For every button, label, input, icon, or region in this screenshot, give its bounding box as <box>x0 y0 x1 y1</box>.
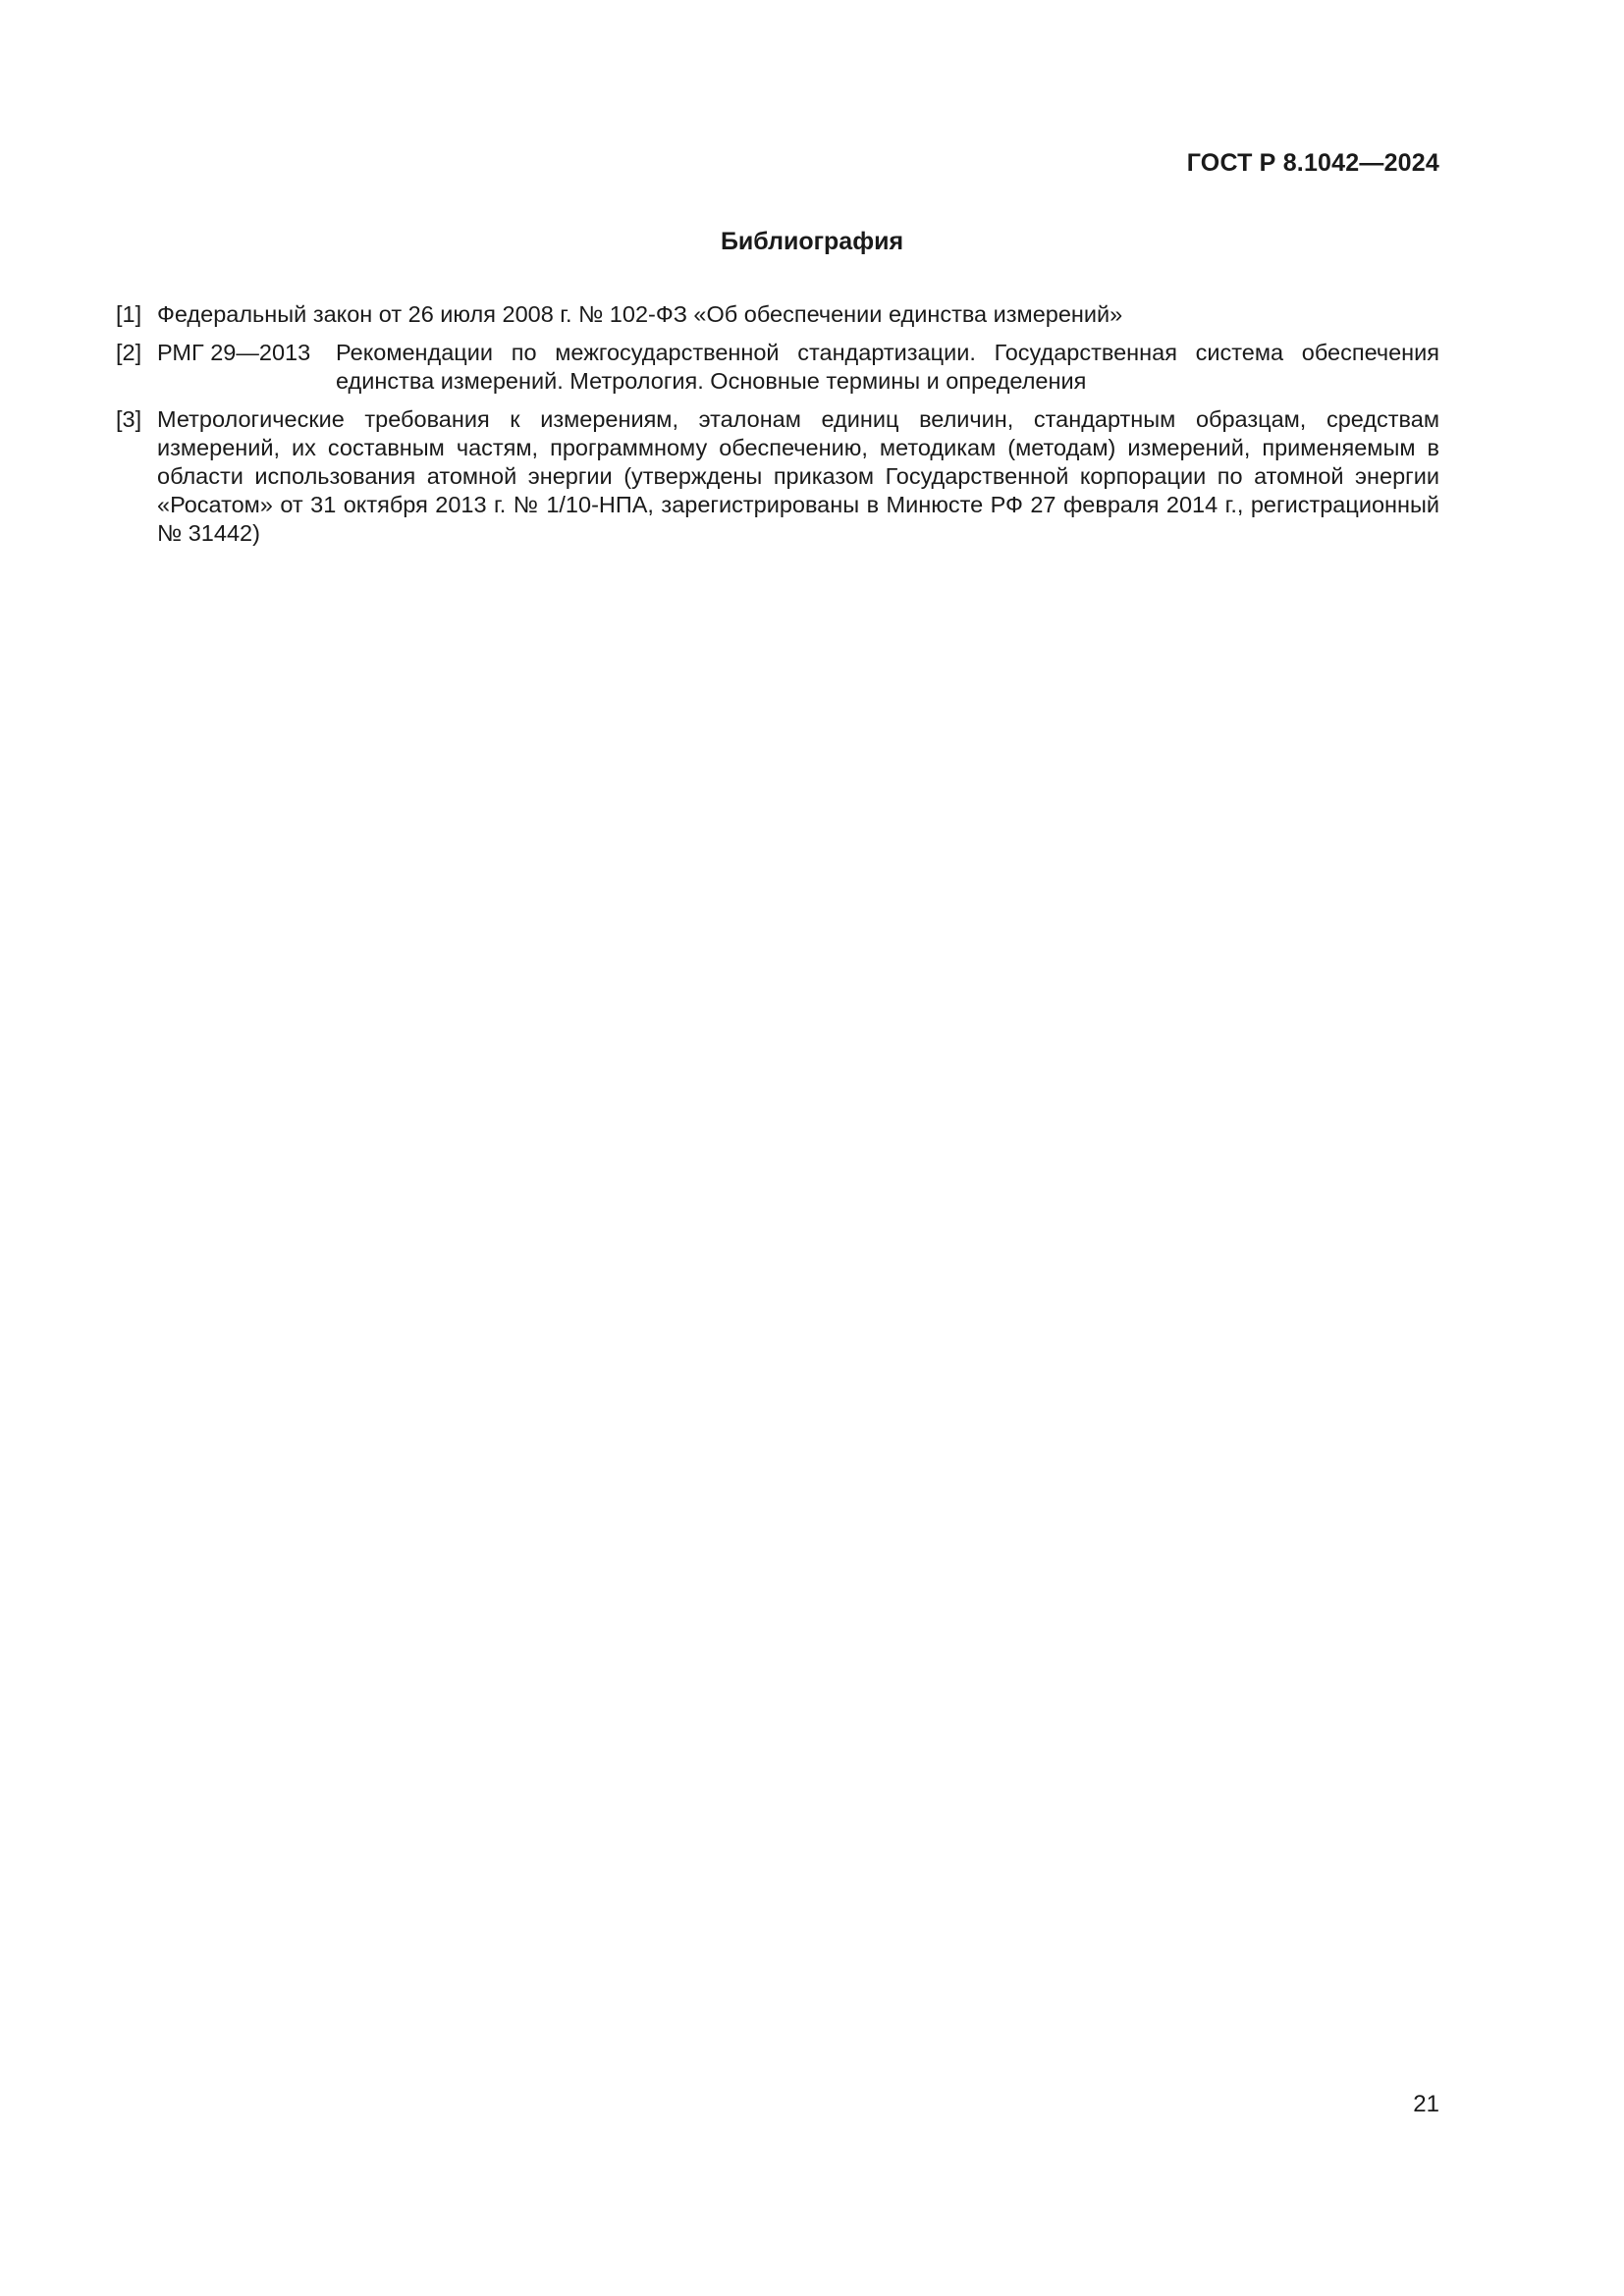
bibliography-item-number: [1] <box>116 301 142 327</box>
bibliography-item-code: РМГ 29—2013 <box>157 340 311 365</box>
page-number: 21 <box>1413 2091 1439 2117</box>
document-code: ГОСТ Р 8.1042—2024 <box>1186 149 1439 177</box>
bibliography-item <box>116 405 1439 548</box>
bibliography-item-text: Метрологические требования к измерениям, эталонам единиц величин, стандартным образцам, средствам измерений, их составным частям, программному обеспечению, методикам (методам) измерений, применяемым в области использования атомной энергии (утверждены приказом Государственной корпорации по атомной энергии «Росатом» от 31 октября 2013 г. № 1/10-НПА, зарегистрированы в Минюсте РФ 27 февраля 2014 г., регистрационный № 31442) <box>157 406 1439 546</box>
section-title: Библиография <box>720 228 904 255</box>
bibliography-item-number: [3] <box>116 406 142 432</box>
bibliography-item <box>116 300 1439 329</box>
bibliography-item-text: Федеральный закон от 26 июля 2008 г. № 102-ФЗ «Об обеспечении единства измерений» <box>157 301 1123 327</box>
bibliography-list <box>116 300 1439 558</box>
bibliography-item <box>116 339 1439 396</box>
bibliography-item-number: [2] <box>116 340 142 365</box>
bibliography-item-text: Рекомендации по межгосударственной стандартизации. Государственная система обеспечения единства измерений. Метрология. Основные термины и определения <box>336 340 1439 394</box>
